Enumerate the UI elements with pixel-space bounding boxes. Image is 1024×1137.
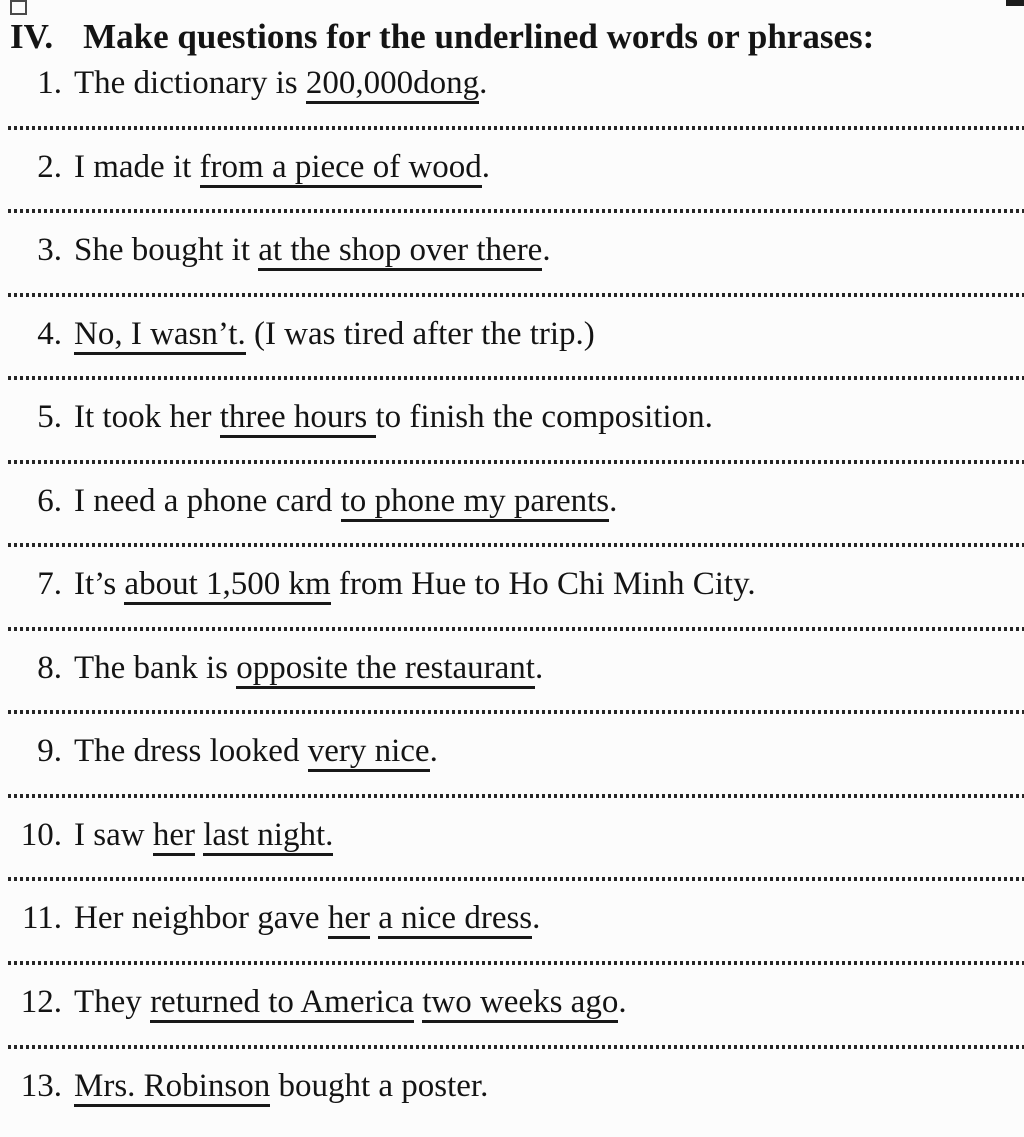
plain-text: She bought it xyxy=(74,232,259,269)
item-text xyxy=(74,65,487,104)
plain-text: (I was tired after the trip.) xyxy=(245,315,595,352)
underlined-phrase: opposite the restaurant xyxy=(236,650,535,689)
answer-dotted-line xyxy=(8,376,1024,380)
underlined-phrase: from a piece of wood xyxy=(200,149,482,188)
item-number: 11. xyxy=(21,900,62,937)
plain-text: Her neighbor gave xyxy=(74,900,328,937)
exercise-item-6 xyxy=(0,480,1024,524)
underlined-phrase: about 1,500 km xyxy=(124,566,330,605)
plain-text: bought a poster. xyxy=(270,1067,489,1104)
section-header xyxy=(0,0,1024,62)
section-number: IV. xyxy=(10,17,54,56)
item-text xyxy=(74,399,713,438)
empty-checkbox-icon xyxy=(10,0,27,15)
underlined-phrase: very nice xyxy=(308,733,430,772)
item-number: 10. xyxy=(20,816,62,853)
underlined-phrase: returned to America xyxy=(150,984,414,1023)
item-number: 2. xyxy=(37,148,62,185)
exercise-item-3 xyxy=(0,229,1024,273)
underlined-phrase: 200,000dong xyxy=(306,65,479,104)
plain-text xyxy=(370,900,378,936)
answer-dotted-line xyxy=(8,877,1024,881)
item-number: 7. xyxy=(37,566,62,603)
answer-dotted-line xyxy=(8,460,1024,464)
exercise-item-2 xyxy=(0,146,1024,190)
plain-text: from Hue to Ho Chi Minh City. xyxy=(330,566,756,603)
exercise-item-7 xyxy=(0,563,1024,607)
plain-text: . xyxy=(609,482,618,519)
answer-dotted-line xyxy=(8,543,1024,547)
plain-text: The bank is xyxy=(74,649,237,686)
plain-text: . xyxy=(618,984,627,1021)
item-number: 3. xyxy=(37,232,62,269)
item-text xyxy=(74,149,490,188)
underlined-phrase: two weeks ago xyxy=(422,984,618,1023)
plain-text: . xyxy=(481,148,491,185)
answer-dotted-line xyxy=(8,126,1024,130)
plain-text: The dress looked xyxy=(74,733,308,770)
item-text xyxy=(74,650,543,689)
exercise-item-4 xyxy=(0,313,1024,357)
exercise-item-11 xyxy=(0,897,1024,941)
answer-dotted-line xyxy=(8,710,1024,714)
exercise-item-13 xyxy=(0,1065,1024,1109)
item-number: 9. xyxy=(37,733,62,770)
item-text xyxy=(74,566,756,605)
item-text xyxy=(74,817,333,856)
exercise-item-10 xyxy=(0,814,1024,858)
underlined-phrase: a nice dress xyxy=(378,900,532,939)
item-number: 8. xyxy=(37,649,62,686)
plain-text: . xyxy=(534,649,544,686)
plain-text: I made it xyxy=(74,148,200,185)
underlined-phrase: to phone my parents xyxy=(341,483,610,522)
plain-text: The dictionary is xyxy=(74,65,306,101)
plain-text: . xyxy=(479,65,488,101)
plain-text: It took her xyxy=(74,399,220,436)
plain-text: I saw xyxy=(74,816,153,853)
item-number: 12. xyxy=(20,984,62,1021)
answer-dotted-line xyxy=(8,293,1024,297)
item-text xyxy=(74,900,540,939)
answer-dotted-line xyxy=(8,794,1024,798)
plain-text: They xyxy=(74,984,151,1021)
item-number: 13. xyxy=(20,1067,62,1104)
exercise-item-5 xyxy=(0,396,1024,440)
item-text xyxy=(74,483,617,522)
item-text xyxy=(74,984,627,1023)
plain-text: to finish the composition. xyxy=(375,399,713,436)
section-title: Make questions for the underlined words or phrases: xyxy=(83,17,875,56)
underlined-phrase: three hours xyxy=(220,399,376,438)
plain-text: It’s xyxy=(74,566,125,603)
exercise-item-8 xyxy=(0,647,1024,691)
plain-text xyxy=(414,984,422,1020)
corner-dash-mark xyxy=(1006,0,1024,6)
plain-text: I need a phone card xyxy=(74,482,341,519)
underlined-phrase: at the shop over there xyxy=(258,232,542,271)
plain-text: . xyxy=(532,900,541,937)
underlined-phrase: her xyxy=(328,900,370,939)
plain-text: . xyxy=(429,733,438,770)
item-text xyxy=(74,1068,488,1107)
item-number: 5. xyxy=(37,399,62,436)
answer-dotted-line xyxy=(8,627,1024,631)
item-number: 1. xyxy=(37,65,62,101)
plain-text xyxy=(195,817,203,853)
underlined-phrase: last night. xyxy=(203,817,333,856)
underlined-phrase: her xyxy=(153,817,195,856)
item-text xyxy=(74,316,595,355)
item-text xyxy=(74,733,438,772)
item-number: 4. xyxy=(37,315,62,352)
answer-dotted-line xyxy=(8,209,1024,213)
exercise-item-12 xyxy=(0,981,1024,1025)
exercise-item-9 xyxy=(0,730,1024,774)
answer-dotted-line xyxy=(8,961,1024,965)
exercise-item-1 xyxy=(0,62,1024,106)
item-number: 6. xyxy=(37,482,62,519)
underlined-phrase: No, I wasn’t. xyxy=(74,316,246,355)
exercise-list xyxy=(0,62,1024,1108)
underlined-phrase: Mrs. Robinson xyxy=(74,1068,270,1107)
plain-text: . xyxy=(542,232,551,269)
item-text xyxy=(74,232,551,271)
answer-dotted-line xyxy=(8,1045,1024,1049)
